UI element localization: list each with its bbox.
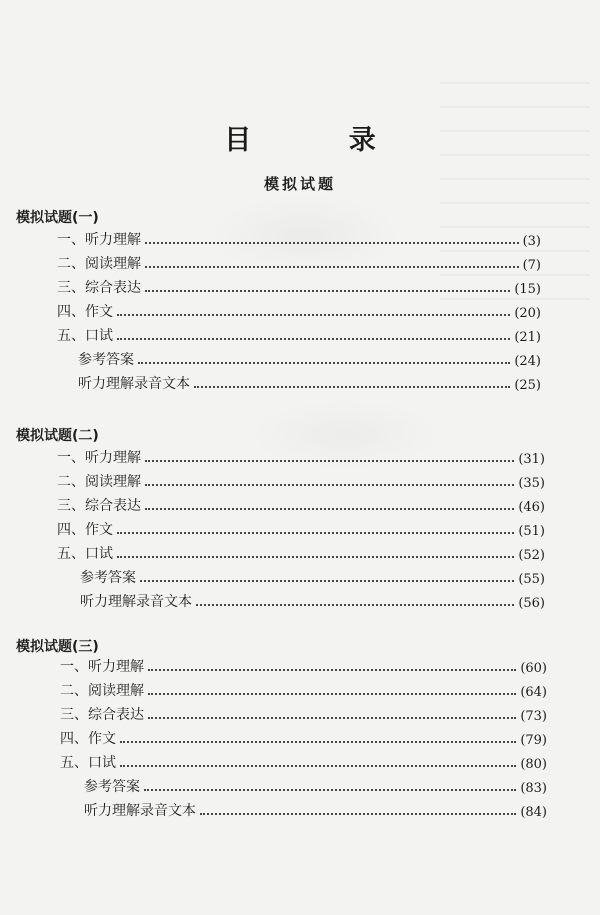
leader-dots bbox=[138, 361, 510, 364]
toc-entry[interactable] bbox=[60, 704, 547, 724]
entry-page: (24) bbox=[514, 354, 541, 369]
toc-entry[interactable] bbox=[57, 543, 545, 563]
leader-dots bbox=[200, 812, 516, 815]
toc-entry[interactable] bbox=[60, 656, 547, 676]
entry-page: (15) bbox=[514, 282, 541, 297]
entry-label: 听力理解录音文本 bbox=[80, 594, 192, 610]
entry-label: 四、作文 bbox=[60, 731, 116, 747]
entry-label: 一、听力理解 bbox=[60, 659, 144, 675]
toc-entry[interactable] bbox=[57, 301, 541, 321]
entry-label: 参考答案 bbox=[80, 570, 136, 586]
toc-entry[interactable] bbox=[57, 495, 545, 515]
entry-label: 二、阅读理解 bbox=[57, 474, 141, 490]
leader-dots bbox=[196, 603, 514, 606]
entry-label: 三、综合表达 bbox=[57, 280, 141, 296]
entry-label: 参考答案 bbox=[78, 352, 134, 368]
leader-dots bbox=[117, 531, 514, 534]
toc-entry[interactable] bbox=[80, 591, 545, 611]
entry-page: (55) bbox=[518, 572, 545, 587]
entry-page: (21) bbox=[514, 330, 541, 345]
entry-label: 三、综合表达 bbox=[57, 498, 141, 514]
toc-entry[interactable] bbox=[57, 519, 545, 539]
entry-page: (80) bbox=[520, 757, 547, 772]
entry-page: (3) bbox=[522, 234, 541, 249]
leader-dots bbox=[145, 289, 510, 292]
section-heading: 模拟试题(三) bbox=[16, 639, 99, 655]
leader-dots bbox=[117, 555, 514, 558]
toc-entry[interactable] bbox=[60, 680, 547, 700]
entry-label: 四、作文 bbox=[57, 304, 113, 320]
entry-label: 三、综合表达 bbox=[60, 707, 144, 723]
entry-page: (51) bbox=[518, 524, 545, 539]
entry-label: 听力理解录音文本 bbox=[78, 376, 190, 392]
leader-dots bbox=[145, 241, 519, 244]
page-title: 目 录 bbox=[224, 125, 420, 156]
toc-entry[interactable] bbox=[57, 471, 545, 491]
leader-dots bbox=[145, 459, 514, 462]
toc-entry[interactable] bbox=[57, 447, 545, 467]
leader-dots bbox=[117, 337, 510, 340]
leader-dots bbox=[145, 265, 519, 268]
leader-dots bbox=[148, 692, 516, 695]
entry-label: 听力理解录音文本 bbox=[84, 803, 196, 819]
toc-entry[interactable] bbox=[84, 800, 547, 820]
leader-dots bbox=[120, 740, 516, 743]
entry-page: (56) bbox=[518, 596, 545, 611]
entry-label: 一、听力理解 bbox=[57, 450, 141, 466]
section-heading: 模拟试题(二) bbox=[16, 428, 99, 444]
toc-entry[interactable] bbox=[78, 349, 541, 369]
entry-page: (52) bbox=[518, 548, 545, 563]
toc-entry[interactable] bbox=[60, 752, 547, 772]
entry-page: (79) bbox=[520, 733, 547, 748]
leader-dots bbox=[148, 716, 516, 719]
leader-dots bbox=[117, 313, 510, 316]
entry-page: (46) bbox=[518, 500, 545, 515]
toc-entry[interactable] bbox=[78, 373, 541, 393]
toc-entry[interactable] bbox=[84, 776, 547, 796]
entry-label: 五、口试 bbox=[57, 328, 113, 344]
leader-dots bbox=[120, 764, 516, 767]
section-heading: 模拟试题(一) bbox=[16, 210, 99, 226]
entry-page: (7) bbox=[522, 258, 541, 273]
leader-dots bbox=[194, 385, 510, 388]
entry-label: 五、口试 bbox=[60, 755, 116, 771]
entry-label: 参考答案 bbox=[84, 779, 140, 795]
leader-dots bbox=[144, 788, 516, 791]
entry-page: (31) bbox=[518, 452, 545, 467]
entry-label: 一、听力理解 bbox=[57, 232, 141, 248]
toc-entry[interactable] bbox=[57, 253, 541, 273]
entry-page: (83) bbox=[520, 781, 547, 796]
entry-page: (60) bbox=[520, 661, 547, 676]
leader-dots bbox=[148, 668, 516, 671]
leader-dots bbox=[145, 483, 514, 486]
entry-page: (35) bbox=[518, 476, 545, 491]
entry-page: (73) bbox=[520, 709, 547, 724]
entry-page: (25) bbox=[514, 378, 541, 393]
toc-entry[interactable] bbox=[60, 728, 547, 748]
toc-entry[interactable] bbox=[57, 229, 541, 249]
toc-entry[interactable] bbox=[57, 325, 541, 345]
entry-label: 五、口试 bbox=[57, 546, 113, 562]
entry-page: (64) bbox=[520, 685, 547, 700]
leader-dots bbox=[145, 507, 514, 510]
leader-dots bbox=[140, 579, 514, 582]
entry-page: (20) bbox=[514, 306, 541, 321]
entry-label: 二、阅读理解 bbox=[60, 683, 144, 699]
page-subtitle: 模拟试题 bbox=[263, 175, 336, 193]
toc-entry[interactable] bbox=[80, 567, 545, 587]
entry-label: 四、作文 bbox=[57, 522, 113, 538]
toc-entry[interactable] bbox=[57, 277, 541, 297]
entry-page: (84) bbox=[520, 805, 547, 820]
entry-label: 二、阅读理解 bbox=[57, 256, 141, 272]
